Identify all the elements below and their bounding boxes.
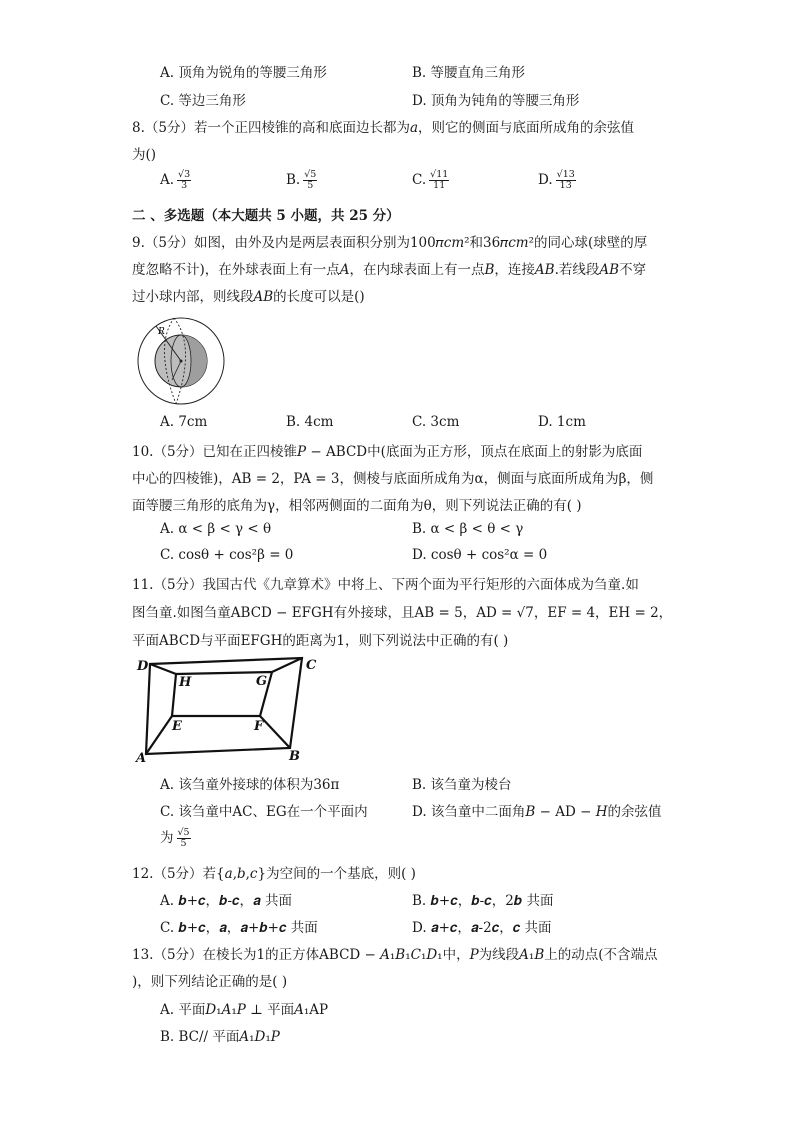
q7-option-a: A. 顶角为锐角的等腰三角形 <box>160 65 327 81</box>
q10-stem-line1: 10.（5分）已知在正四棱锥𝑃 − ABCD中(底面为正方形，顶点在底面上的射影为底面 <box>132 444 643 460</box>
q9-stem-line3: 过小球内部，则线段𝐴𝐵的长度可以是() <box>132 289 365 305</box>
vertex-label-d: D <box>137 659 149 674</box>
q8-option-b: B. $\frac{√5}{5}$ <box>286 169 317 191</box>
q10-stem-line2: 中心的四棱锥)，AB = 2，PA = 3，侧棱与底面所成角为α，侧面与底面所成角为β，侧 <box>132 471 654 487</box>
q8-option-d: D. $\frac{√13}{13}$ <box>538 169 575 191</box>
vertex-label-h: H <box>179 675 192 690</box>
q8-stem-line2: 为() <box>132 147 157 163</box>
q11-option-a: A. 该刍童外接球的体积为36π <box>160 777 340 793</box>
q10-option-a: A. α < β < γ < θ <box>160 521 272 537</box>
q13-option-a: A. 平面𝐷₁𝐴₁𝑃 ⊥ 平面𝐴₁AP <box>160 1002 329 1018</box>
q7-option-c: C. 等边三角形 <box>160 93 246 109</box>
section-heading-multiple-choice: 二 、多选题（本大题共 5 小题，共 25 分） <box>132 208 400 224</box>
q10-stem-line3: 面等腰三角形的底角为γ，相邻两侧面的二面角为θ，则下列说法正确的有( ) <box>132 498 582 514</box>
q13-option-b: B. BC// 平面𝐴₁𝐷₁𝑃 <box>160 1029 280 1045</box>
concentric-spheres-figure <box>134 316 228 406</box>
q9-stem-line2: 度忽略不计)，在外球表面上有一点𝐴，在内球表面上有一点𝐵，连接𝐴𝐵.若线段𝐴𝐵不穿 <box>132 262 647 278</box>
q10-option-d: D. cosθ + cos²α = 0 <box>412 547 548 563</box>
q11-option-d-continued: 为 $\frac{√5}{5}$ <box>160 827 190 849</box>
q8-option-c: C. $\frac{√11}{11}$ <box>412 169 449 191</box>
vertex-label-f: F <box>254 719 264 734</box>
q11-option-d: D. 该刍童中二面角𝐵 − AD − 𝐻的余弦值 <box>412 804 662 820</box>
q12-stem-line1: 12.（5分）若{𝑎,𝑏,𝑐}为空间的一个基底，则( ) <box>132 866 416 882</box>
q13-stem-line2: )，则下列结论正确的是( ) <box>132 974 288 990</box>
q11-stem-line2: 图刍童.如图刍童ABCD − EFGH有外接球，且AB = 5，AD = √7，EF = 4，EH = 2， <box>132 605 673 621</box>
q9-stem-line1: 9.（5分）如图，由外及内是两层表面积分别为100𝜋𝑐𝑚²和36𝜋𝑐𝑚²的同心球(球壁的厚 <box>132 235 648 251</box>
q7-option-d: D. 顶角为钝角的等腰三角形 <box>412 93 580 109</box>
chutong-figure <box>134 652 324 762</box>
vertex-label-g: G <box>256 674 268 689</box>
vertex-label-a: A <box>136 751 147 762</box>
q9-option-c: C. 3cm <box>412 414 460 430</box>
q12-option-b: B. 𝒃+𝒄，𝒃-𝒄，2𝒃 共面 <box>412 893 554 909</box>
q11-stem-line1: 11.（5分）我国古代《九章算术》中将上、下两个面为平行矩形的六面体成为刍童.如 <box>132 577 639 593</box>
q8-option-a: A. $\frac{√3}{3}$ <box>160 169 191 191</box>
q11-option-c: C. 该刍童中AC、EG在一个平面内 <box>160 804 368 820</box>
q9-option-d: D. 1cm <box>538 414 586 430</box>
vertex-label-c: C <box>306 658 317 673</box>
q9-option-b: B. 4cm <box>286 414 334 430</box>
q8-stem-line1: 8.（5分）若一个正四棱锥的高和底面边长都为𝑎，则它的侧面与底面所成角的余弦值 <box>132 120 635 136</box>
q10-option-c: C. cosθ + cos²β = 0 <box>160 547 294 563</box>
q11-stem-line3: 平面ABCD与平面EFGH的距离为1，则下列说法中正确的有( ) <box>132 633 509 649</box>
vertex-label-b: B <box>289 749 300 762</box>
q7-option-b: B. 等腰直角三角形 <box>412 65 526 81</box>
q12-option-a: A. 𝒃+𝒄，𝒃-𝒄，𝒂 共面 <box>160 893 292 909</box>
q10-option-b: B. α < β < θ < γ <box>412 521 524 537</box>
radius-label: R <box>158 327 165 337</box>
q12-option-c: C. 𝒃+𝒄，𝒂，𝒂+𝒃+𝒄 共面 <box>160 920 318 936</box>
vertex-label-e: E <box>172 719 182 734</box>
q13-stem-line1: 13.（5分）在棱长为1的正方体ABCD − 𝐴₁𝐵₁𝐶₁𝐷₁中，𝑃为线段𝐴₁𝐵上的动点(不含端点 <box>132 947 658 963</box>
q9-option-a: A. 7cm <box>160 414 208 430</box>
q11-option-b: B. 该刍童为棱台 <box>412 777 512 793</box>
q12-option-d: D. 𝒂+𝒄，𝒂-2𝒄，𝒄 共面 <box>412 920 552 936</box>
